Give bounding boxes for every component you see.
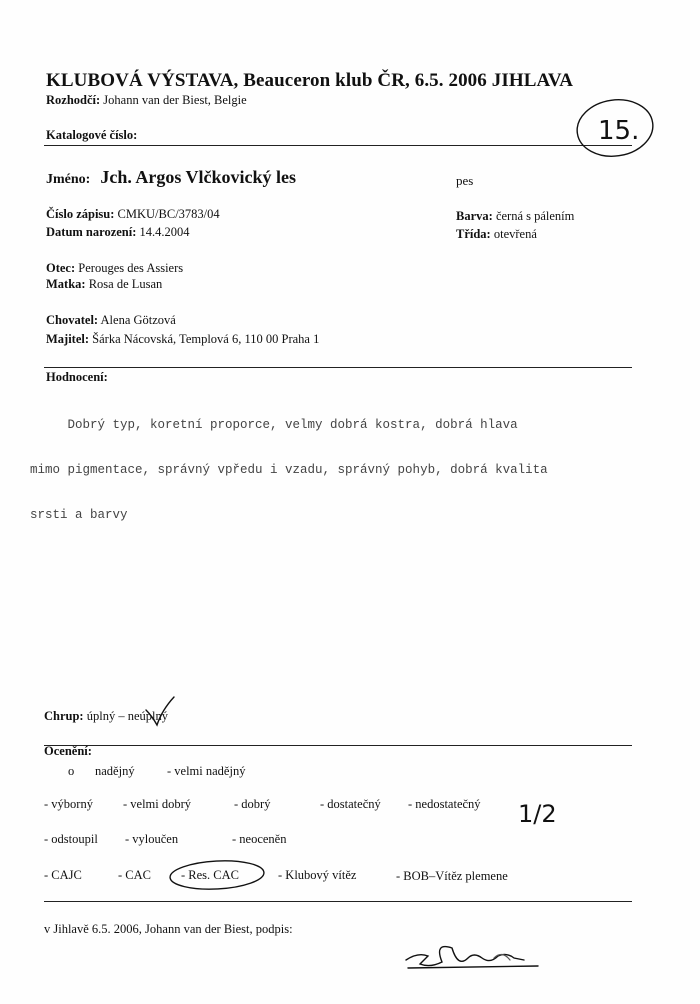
handwritten-catalog-number — [574, 96, 658, 160]
color-line — [456, 209, 574, 224]
rating-option-res-cac: - Res. CAC — [181, 868, 239, 882]
dog-name: Jch. Argos Vlčkovický les — [100, 167, 296, 187]
rating-option-disqualified: - vyloučen — [125, 832, 179, 846]
judge-label: Rozhodčí: — [46, 93, 101, 107]
owner-value: Šárka Nácovská, Templová 6, 110 00 Praha 1 — [92, 332, 320, 346]
handwritten-mark — [512, 780, 572, 830]
divider — [44, 367, 632, 368]
rating-option-good: - dobrý — [234, 797, 271, 811]
rating-option-withdrawn: - odstoupil — [44, 832, 98, 846]
color-value: černá s pálením — [495, 209, 575, 223]
res-cac-circle — [166, 857, 270, 893]
rating-label: Ocenění: — [44, 744, 92, 758]
sire-value: Perouges des Assiers — [78, 261, 184, 275]
class-value: otevřená — [493, 227, 537, 241]
rating-option-very-good: - velmi dobrý — [123, 797, 192, 811]
owner-line — [46, 332, 319, 347]
judge-value: Johann van der Biest, Belgie — [103, 93, 247, 107]
breeder-label: Chovatel: — [46, 313, 99, 327]
evaluation-line: mimo pigmentace, správný vpředu i vzadu, správný pohyb, dobrá kvalita — [30, 463, 548, 477]
rating-option-club-winner: - Klubový vítěz — [278, 868, 357, 882]
owner-label: Majitel: — [46, 332, 90, 346]
dam-label: Matka: — [46, 277, 86, 291]
dam-value: Rosa de Lusan — [88, 277, 163, 291]
catalog-number-text: 15. — [598, 116, 640, 146]
rating-option-sufficient: - dostatečný — [320, 797, 381, 811]
dob-value: 14.4.2004 — [139, 225, 190, 239]
signature — [398, 938, 548, 982]
teeth-value: úplný – neúplný — [86, 709, 168, 723]
name-label: Jméno: — [46, 172, 91, 187]
class-line — [456, 227, 537, 242]
breeder-line — [46, 313, 176, 328]
dob-line — [46, 225, 190, 240]
judge-line — [46, 93, 247, 108]
rating-option-not-rated: - neoceněn — [232, 832, 287, 846]
divider — [44, 745, 632, 746]
evaluation-label: Hodnocení: — [46, 370, 108, 384]
handwritten-mark-text: 1/2 — [518, 800, 557, 828]
reg-value: CMKU/BC/3783/04 — [117, 207, 220, 221]
sire-line — [46, 261, 183, 276]
dob-label: Datum narození: — [46, 225, 137, 239]
divider — [44, 145, 632, 146]
color-label: Barva: — [456, 209, 493, 223]
rating-option-cac: - CAC — [118, 868, 151, 882]
reg-label: Číslo zápisu: — [46, 207, 115, 221]
rating-option-bullet: o — [68, 764, 75, 778]
rating-option-insufficient: - nedostatečný — [408, 797, 481, 811]
rating-option-bob: - BOB–Vítěz plemene — [396, 869, 508, 883]
divider — [44, 901, 632, 902]
document-title: KLUBOVÁ VÝSTAVA, Beauceron klub ČR, 6.5. 2006 JIHLAVA — [46, 70, 574, 91]
breeder-value: Alena Götzová — [100, 313, 176, 327]
rating-option-cajc: - CAJC — [44, 868, 82, 882]
checkmark-strike-icon — [140, 694, 180, 730]
evaluation-line: srsti a barvy — [30, 508, 128, 522]
rating-option-promising: nadějný — [95, 764, 135, 778]
sire-label: Otec: — [46, 261, 76, 275]
evaluation-text — [30, 388, 548, 538]
name-line — [46, 167, 296, 188]
class-label: Třída: — [456, 227, 491, 241]
sex-value: pes — [456, 173, 474, 188]
registration-line — [46, 207, 220, 222]
rating-option-excellent: - výborný — [44, 797, 93, 811]
dam-line — [46, 277, 162, 292]
teeth-label: Chrup: — [44, 709, 84, 723]
signature-line: v Jihlavě 6.5. 2006, Johann van der Biest, podpis: — [44, 922, 293, 936]
evaluation-line: Dobrý typ, koretní proporce, velmy dobrá kostra, dobrá hlava — [30, 418, 518, 432]
rating-option-very-promising: - velmi nadějný — [167, 764, 246, 778]
catalog-label: Katalogové číslo: — [46, 128, 138, 142]
